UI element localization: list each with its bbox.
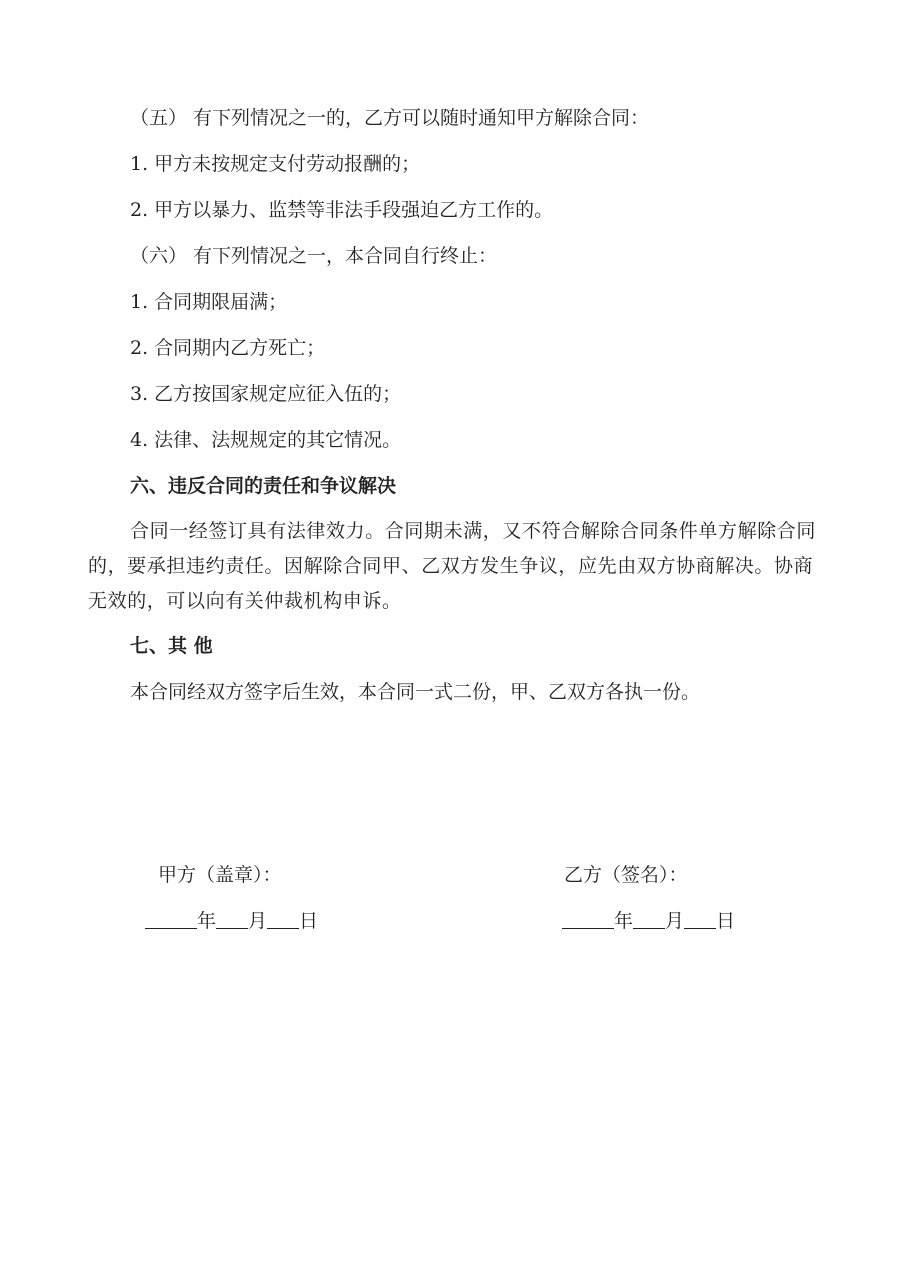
section-5-item-1: 1. 甲方未按规定支付劳动报酬的；	[130, 153, 421, 175]
section-6-heading: （六） 有下列情况之一，本合同自行终止：	[130, 245, 498, 267]
month-blank	[633, 908, 665, 929]
day-label: 日	[299, 910, 319, 932]
day-blank	[684, 908, 716, 929]
section-6-item-2: 2. 合同期内乙方死亡；	[130, 337, 326, 359]
party-a-date-line	[145, 907, 318, 935]
day-label: 日	[716, 910, 736, 932]
article-6-body: 合同一经签订具有法律效力。合同期未满，又不符合解除合同条件单方解除合同的，要承担违约责任。因解除合同甲、乙双方发生争议，应先由双方协商解决。协商无效的，可以向有关仲裁机构申诉。	[88, 520, 817, 612]
party-b-signature-label: 乙方（签名）：	[564, 864, 688, 886]
article-7-title: 七、其 他	[130, 635, 213, 657]
party-b-date-line	[562, 907, 735, 935]
month-label: 月	[665, 910, 685, 932]
month-blank	[216, 908, 248, 929]
day-blank	[267, 908, 299, 929]
party-a-seal-label: 甲方（盖章）：	[158, 864, 282, 886]
section-6-item-1: 1. 合同期限届满；	[130, 291, 288, 313]
section-5-item-2: 2. 甲方以暴力、监禁等非法手段强迫乙方工作的。	[130, 199, 554, 221]
month-label: 月	[248, 910, 268, 932]
year-blank	[145, 908, 197, 929]
year-blank	[562, 908, 614, 929]
year-label: 年	[614, 910, 634, 932]
year-label: 年	[197, 910, 217, 932]
article-7-body: 本合同经双方签字后生效，本合同一式二份，甲、乙双方各执一份。	[130, 681, 701, 703]
section-6-item-4: 4. 法律、法规规定的其它情况。	[130, 429, 402, 451]
section-5-heading: （五） 有下列情况之一的，乙方可以随时通知甲方解除合同：	[130, 107, 650, 129]
section-6-item-3: 3. 乙方按国家规定应征入伍的；	[130, 383, 402, 405]
article-6-title: 六、违反合同的责任和争议解决	[130, 475, 397, 497]
